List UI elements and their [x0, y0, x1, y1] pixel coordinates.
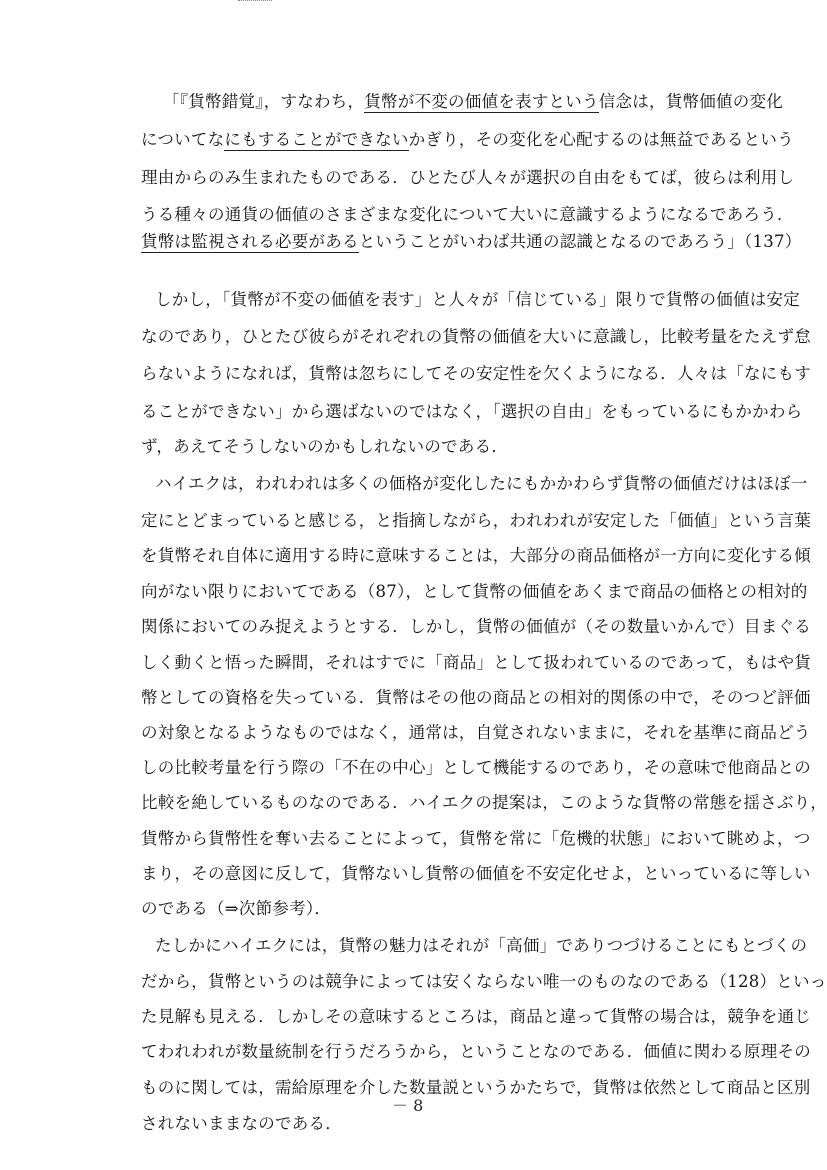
- paragraph1-line: ることができない」から選ばないのではなく，「選択の自由」をもっているにもかかわら: [141, 402, 803, 421]
- paragraph3-line: だから，貨幣というのは競争によっては安くならない唯一のものなのである（128）といっ: [141, 972, 827, 991]
- quote-text: 理由からのみ生まれたものである．ひとたび人々が選択の自由をもてば，彼らは利用し: [141, 168, 795, 187]
- paragraph2-line: しの比較考量を行う際の「不在の中心」として機能するのであり，その意味で他商品との: [141, 758, 811, 777]
- quote-line: [141, 168, 794, 188]
- paragraph3-line: たしかにハイエクには，貨幣の魅力はそれが「高価」でありつづけることにもとづくの: [155, 936, 808, 955]
- quote-line: [141, 130, 794, 150]
- underlined-text: にもすることができない: [224, 130, 409, 149]
- paragraph2-line: 貨幣から貨幣性を奪い去ることによって，貨幣を常に「危機的状態」において眺めよ，つ: [141, 829, 811, 848]
- paragraph2-line: ハイエクは，われわれは多くの価格が変化したにもかかわらず貨幣の価値だけはほぼ一: [155, 474, 808, 493]
- underlined-text: 貨幣は監視される必要がある: [141, 232, 359, 251]
- quote-line: [163, 92, 783, 112]
- paragraph2-line: 幣としての資格を失っている．貨幣はその他の商品との相対的関係の中で，そのつど評価: [141, 688, 811, 707]
- quote-text: ということがいわば共通の認識となるのであろう」（137）: [358, 232, 802, 251]
- paragraph3-line: た見解も見える．しかしその意味するところは，商品と違って貨幣の場合は，競争を通じ: [141, 1007, 811, 1026]
- paragraph2-line: まり，その意図に反して，貨幣ないし貨幣の価値を不安定化せよ，といっているに等しい: [141, 864, 811, 883]
- paragraph2-line: 比較を絶しているものなのである．ハイエクの提案は，このような貨幣の常態を揺さぶり，: [141, 793, 827, 812]
- underlined-text: 貨幣が不変の価値を表すという: [364, 92, 599, 111]
- paragraph2-line: を貨幣それ自体に適用する時に意味することは，大部分の商品価格が一方向に変化する傾: [141, 546, 811, 565]
- paragraph2-line: 向がない限りにおいてである（87），として貨幣の価値をあくまで商品の価格との相対的: [141, 582, 808, 601]
- paragraph2-line: しく動くと悟った瞬間，それはすでに「商品」として扱われているのであって，もはや貨: [141, 653, 811, 672]
- paragraph2-line: 関係においてのみ捉えようとする．しかし，貨幣の価値が（その数量いかんで）目まぐる: [141, 617, 811, 636]
- paragraph1-line: なのであり，ひとたび彼らがそれぞれの貨幣の価値を大いに意識し，比較考量をたえず怠: [141, 327, 811, 346]
- quote-text: 信念は，貨幣価値の変化: [598, 92, 783, 111]
- quote-line: [141, 232, 802, 252]
- quote-text: かぎり，その変化を心配するのは無益であるという: [408, 130, 794, 149]
- page-number: － 8: [392, 1096, 424, 1115]
- quote-text: うる種々の通貨の価値のさまざまな変化について大いに意識するようになるであろう．: [141, 205, 794, 224]
- paragraph2-line: の対象となるようなものではなく，通常は，自覚されないままに，それを基準に商品どう: [141, 723, 811, 742]
- paragraph2-line: のである（⇒次節参考）．: [141, 899, 332, 918]
- paragraph1-line: らないようになれば，貨幣は忽ちにしてその安定性を欠くようになる．人々は「なにもす: [141, 364, 811, 383]
- paragraph1-line: しかし，「貨幣が不変の価値を表す」と人々が「信じている」限りで貨幣の価値は安定: [155, 290, 800, 309]
- quote-text: 「『貨幣錯覚』，すなわち，: [163, 92, 365, 111]
- scan-header-mark: [238, 0, 272, 5]
- quote-text: についてな: [141, 130, 225, 149]
- paragraph3-line: ものに関しては，需給原理を介した数量説というかたちで，貨幣は依然として商品と区別: [141, 1078, 811, 1097]
- quote-line: [141, 205, 794, 225]
- paragraph3-line: てわれわれが数量統制を行うだろうから，ということなのである．価値に関わる原理その: [141, 1042, 811, 1061]
- paragraph1-line: ず，あえてそうしないのかもしれないのである．: [141, 437, 509, 456]
- paragraph2-line: 定にとどまっていると感じる，と指摘しながら，われわれが安定した「価値」という言葉: [141, 511, 811, 530]
- paragraph3-line: されないままなのである．: [141, 1114, 342, 1133]
